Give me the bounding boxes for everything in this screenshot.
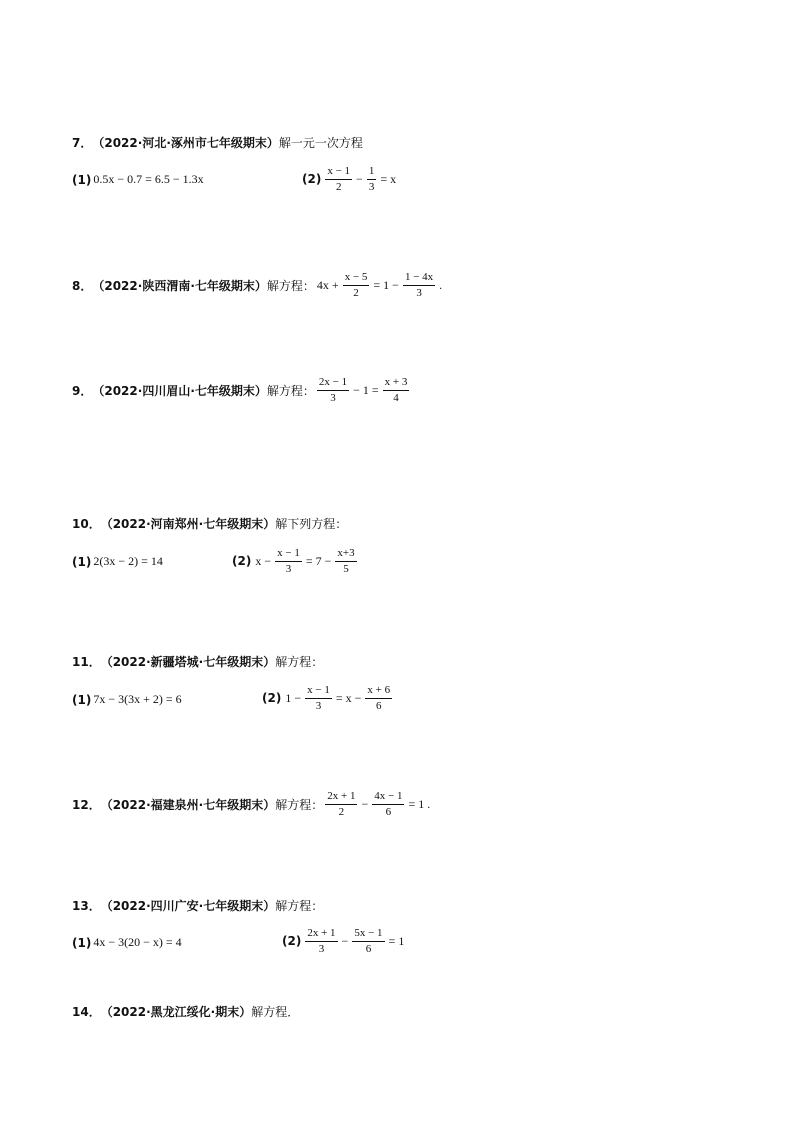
numerator: x − 1 <box>325 165 352 180</box>
problem-source: （2022·河南郑州·七年级期末） <box>100 517 276 531</box>
problem-prompt: 解方程： <box>275 655 324 669</box>
denominator: 6 <box>375 699 382 712</box>
problem-prompt: 解方程： <box>266 383 315 398</box>
denominator: 3 <box>416 286 422 299</box>
denominator: 3 <box>315 699 322 712</box>
equation-middle: = x − <box>335 690 362 705</box>
numerator: 5x − 1 <box>352 927 384 942</box>
equation-rhs: = x <box>380 171 397 186</box>
fraction <box>403 271 435 299</box>
problem-7-heading <box>72 137 363 149</box>
problem-13-part-2 <box>282 927 406 955</box>
problem-number: 12． <box>72 797 101 812</box>
numerator: x − 1 <box>275 547 302 562</box>
problem-13-heading <box>72 900 323 912</box>
part-label: (2) <box>262 691 282 706</box>
denominator: 6 <box>365 942 372 955</box>
problem-9 <box>72 376 411 404</box>
problem-number: 9． <box>72 383 93 398</box>
denominator: 2 <box>353 286 359 299</box>
numerator: x − 5 <box>343 271 370 286</box>
part-label: (1) <box>72 554 92 569</box>
problem-source: （2022·陕西渭南·七年级期末） <box>92 278 267 293</box>
problem-source: （2022·四川广安·七年级期末） <box>100 899 276 913</box>
equation-end: . <box>439 277 443 292</box>
problem-number: 14． <box>72 1005 101 1019</box>
equation-lhs-term: x − <box>255 553 272 568</box>
problem-13-part-1 <box>72 935 182 950</box>
equation: 0.5x − 0.7 = 6.5 − 1.3x <box>93 172 204 186</box>
problem-number: 7． <box>72 136 93 150</box>
denominator: 4 <box>393 391 399 404</box>
problem-prompt: 解方程． <box>251 1005 300 1019</box>
equation-end: = 1 <box>388 933 405 948</box>
numerator: 2x − 1 <box>317 376 349 391</box>
equation-middle: − <box>361 796 369 811</box>
part-label: (1) <box>72 935 92 950</box>
fraction <box>367 165 377 193</box>
denominator: 6 <box>385 805 392 818</box>
equation-lhs-term: 1 − <box>285 690 302 705</box>
problem-10-part-2 <box>232 547 359 575</box>
fraction <box>343 271 370 299</box>
equation-middle: = 1 − <box>373 277 399 292</box>
problem-prompt: 解下列方程： <box>275 517 348 531</box>
problem-8 <box>72 271 444 299</box>
equation-lhs-term: 4x + <box>316 277 339 292</box>
problem-10-part-1 <box>72 554 163 569</box>
problem-7-part-2 <box>302 165 398 193</box>
problem-source: （2022·黑龙江绥化·期末） <box>100 1005 252 1019</box>
problem-source: （2022·新疆塔城·七年级期末） <box>100 655 276 669</box>
numerator: x + 6 <box>365 684 392 699</box>
problem-12 <box>72 790 432 818</box>
operator: − <box>356 171 363 186</box>
equation-middle: = 7 − <box>305 553 332 568</box>
equation-middle: − <box>341 933 349 948</box>
problem-number: 13． <box>72 899 101 913</box>
denominator: 2 <box>335 180 342 193</box>
denominator: 3 <box>330 391 336 404</box>
denominator: 3 <box>318 942 325 955</box>
numerator: x + 3 <box>383 376 410 391</box>
denominator: 3 <box>285 562 292 575</box>
numerator: 1 <box>367 165 377 180</box>
part-label: (2) <box>232 554 252 569</box>
denominator: 5 <box>343 562 349 575</box>
equation-end: = 1 . <box>408 796 431 811</box>
fraction <box>372 790 404 818</box>
fraction <box>352 927 384 955</box>
part-label: (1) <box>72 692 92 707</box>
problem-11-part-2 <box>262 684 394 712</box>
problem-7-part-1 <box>72 172 204 187</box>
problem-number: 8． <box>72 278 93 293</box>
problem-source: （2022·福建泉州·七年级期末） <box>100 797 276 812</box>
problem-source: （2022·河北·涿州市七年级期末） <box>92 136 279 150</box>
problem-14-heading <box>72 1006 299 1018</box>
denominator: 2 <box>338 805 345 818</box>
fraction <box>335 547 356 575</box>
problem-prompt: 解一元一次方程 <box>278 136 363 150</box>
fraction <box>305 927 337 955</box>
numerator: 2x + 1 <box>305 927 337 942</box>
problem-number: 10． <box>72 517 101 531</box>
equation: 7x − 3(3x + 2) = 6 <box>93 692 182 706</box>
problem-number: 11． <box>72 655 101 669</box>
fraction <box>325 790 357 818</box>
part-label: (1) <box>72 172 92 187</box>
fraction <box>275 547 302 575</box>
problem-prompt: 解方程： <box>275 797 324 812</box>
numerator: x+3 <box>335 547 356 562</box>
problem-11-heading <box>72 656 323 668</box>
equation-middle: − 1 = <box>353 382 379 397</box>
numerator: x − 1 <box>305 684 332 699</box>
problem-10-heading <box>72 518 347 530</box>
part-label: (2) <box>282 934 302 949</box>
denominator: 3 <box>368 180 375 193</box>
problem-source: （2022·四川眉山·七年级期末） <box>92 383 267 398</box>
numerator: 2x + 1 <box>325 790 357 805</box>
equation: 2(3x − 2) = 14 <box>93 554 163 568</box>
equation: 4x − 3(20 − x) = 4 <box>93 935 182 949</box>
numerator: 1 − 4x <box>403 271 435 286</box>
fraction <box>317 376 349 404</box>
fraction <box>365 684 392 712</box>
problem-11-part-1 <box>72 692 182 707</box>
fraction <box>325 165 352 193</box>
problem-prompt: 解方程： <box>275 899 324 913</box>
part-label: (2) <box>302 172 322 187</box>
numerator: 4x − 1 <box>372 790 404 805</box>
problem-prompt: 解方程： <box>266 278 315 293</box>
fraction <box>383 376 410 404</box>
fraction <box>305 684 332 712</box>
